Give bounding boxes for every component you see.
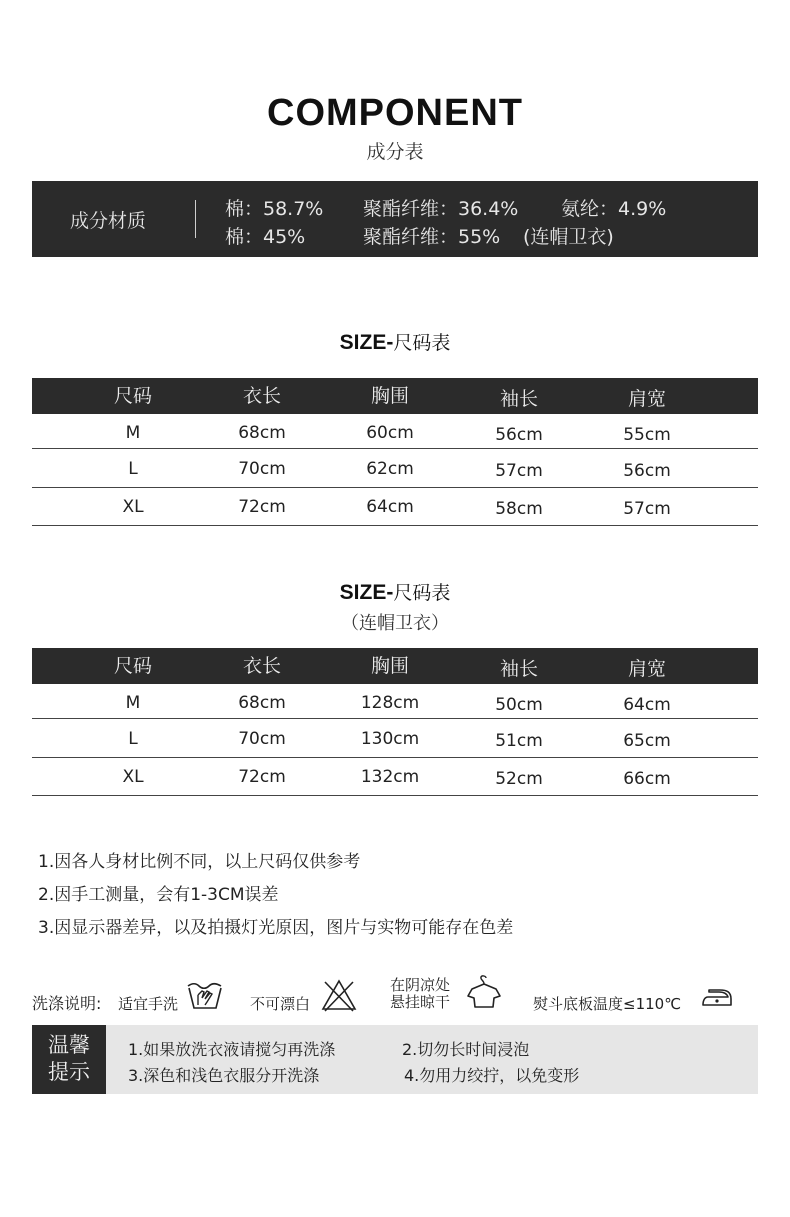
care-handwash-text: 适宜手洗 bbox=[118, 995, 179, 1013]
cell-sleeve: 52cm bbox=[495, 769, 543, 789]
cell-chest: 130cm bbox=[360, 729, 420, 749]
note-1: 1.因各人身材比例不同，以上尺码仅供参考 bbox=[38, 852, 361, 872]
tips-label-line-1: 温馨 bbox=[48, 1033, 90, 1057]
table-row bbox=[32, 414, 758, 449]
header-sleeve: 袖长 bbox=[499, 658, 538, 680]
care-label: 洗涤说明: bbox=[32, 994, 102, 1013]
header-size: 尺码 bbox=[113, 385, 152, 407]
composition-label: 成分材质 bbox=[70, 210, 147, 232]
care-shade-dry-line-2: 悬挂晾干 bbox=[390, 993, 451, 1011]
table-header bbox=[32, 648, 758, 684]
tips-bar bbox=[32, 1025, 758, 1094]
composition-hoodie-polyester: 聚酯纤维：55% bbox=[363, 226, 501, 248]
cell-size: M bbox=[125, 693, 141, 713]
hand-wash-icon bbox=[185, 978, 225, 1012]
header-shoulder: 肩宽 bbox=[627, 388, 666, 410]
header-chest: 胸围 bbox=[370, 385, 409, 407]
care-iron-text: 熨斗底板温度≤110℃ bbox=[533, 995, 682, 1013]
table-row bbox=[32, 719, 758, 758]
composition-spandex: 氨纶：4.9% bbox=[561, 198, 667, 220]
cell-chest: 62cm bbox=[366, 459, 414, 479]
page-title: COMPONENT bbox=[267, 92, 523, 134]
composition-cotton: 棉：58.7% bbox=[225, 198, 324, 220]
cell-length: 70cm bbox=[238, 459, 286, 479]
note-2: 2.因手工测量，会有1-3CM误差 bbox=[38, 885, 279, 905]
tip-1: 1.如果放洗衣液请搅匀再洗涤 bbox=[128, 1040, 336, 1059]
header-length: 衣长 bbox=[242, 385, 281, 407]
hang-dry-icon bbox=[466, 974, 502, 1010]
header-shoulder: 肩宽 bbox=[627, 658, 666, 680]
cell-length: 68cm bbox=[238, 423, 286, 443]
size-table-2-title: SIZE-尺码表 bbox=[339, 581, 451, 604]
tip-4: 4.勿用力绞拧，以免变形 bbox=[404, 1066, 580, 1085]
cell-chest: 64cm bbox=[366, 497, 414, 517]
cell-size: M bbox=[125, 423, 141, 443]
cell-shoulder: 57cm bbox=[623, 499, 671, 519]
size-table-1-title: SIZE-尺码表 bbox=[339, 331, 451, 354]
cell-size: L bbox=[128, 729, 138, 749]
cell-chest: 132cm bbox=[360, 767, 420, 787]
page-subtitle: 成分表 bbox=[366, 141, 424, 163]
tip-2: 2.切勿长时间浸泡 bbox=[402, 1040, 530, 1059]
size-table-1 bbox=[32, 378, 758, 526]
care-no-bleach-text: 不可漂白 bbox=[250, 995, 311, 1013]
tips-label bbox=[32, 1025, 106, 1094]
cell-length: 72cm bbox=[238, 497, 286, 517]
table-row bbox=[32, 449, 758, 488]
table-row bbox=[32, 684, 758, 719]
size-table-2 bbox=[32, 648, 758, 796]
header-length: 衣长 bbox=[242, 655, 281, 677]
cell-shoulder: 64cm bbox=[623, 695, 671, 715]
cell-sleeve: 50cm bbox=[495, 695, 543, 715]
header-chest: 胸围 bbox=[370, 655, 409, 677]
cell-size: XL bbox=[122, 767, 144, 787]
iron-icon bbox=[700, 986, 734, 1008]
table-row bbox=[32, 758, 758, 796]
cell-length: 68cm bbox=[238, 693, 286, 713]
tip-3: 3.深色和浅色衣服分开洗涤 bbox=[128, 1066, 320, 1085]
composition-bar bbox=[32, 181, 758, 257]
cell-sleeve: 57cm bbox=[495, 461, 543, 481]
cell-length: 72cm bbox=[238, 767, 286, 787]
table-row bbox=[32, 488, 758, 526]
cell-shoulder: 66cm bbox=[623, 769, 671, 789]
tips-label-line-2: 提示 bbox=[48, 1060, 90, 1084]
cell-sleeve: 58cm bbox=[495, 499, 543, 519]
no-bleach-icon bbox=[321, 978, 357, 1012]
composition-polyester: 聚酯纤维：36.4% bbox=[363, 198, 519, 220]
header-size: 尺码 bbox=[113, 655, 152, 677]
cell-sleeve: 51cm bbox=[495, 731, 543, 751]
cell-chest: 128cm bbox=[360, 693, 420, 713]
composition-hoodie-note: (连帽卫衣) bbox=[523, 226, 614, 248]
cell-length: 70cm bbox=[238, 729, 286, 749]
cell-shoulder: 56cm bbox=[623, 461, 671, 481]
composition-hoodie-cotton: 棉：45% bbox=[225, 226, 306, 248]
cell-shoulder: 65cm bbox=[623, 731, 671, 751]
cell-size: XL bbox=[122, 497, 144, 517]
cell-sleeve: 56cm bbox=[495, 425, 543, 445]
header-sleeve: 袖长 bbox=[499, 388, 538, 410]
table-header bbox=[32, 378, 758, 414]
composition-divider bbox=[195, 200, 196, 238]
note-3: 3.因显示器差异，以及拍摄灯光原因，图片与实物可能存在色差 bbox=[38, 918, 514, 938]
cell-size: L bbox=[128, 459, 138, 479]
cell-chest: 60cm bbox=[366, 423, 414, 443]
size-table-2-subtitle: （连帽卫衣） bbox=[341, 613, 449, 634]
care-shade-dry-line-1: 在阴凉处 bbox=[390, 976, 451, 994]
cell-shoulder: 55cm bbox=[623, 425, 671, 445]
